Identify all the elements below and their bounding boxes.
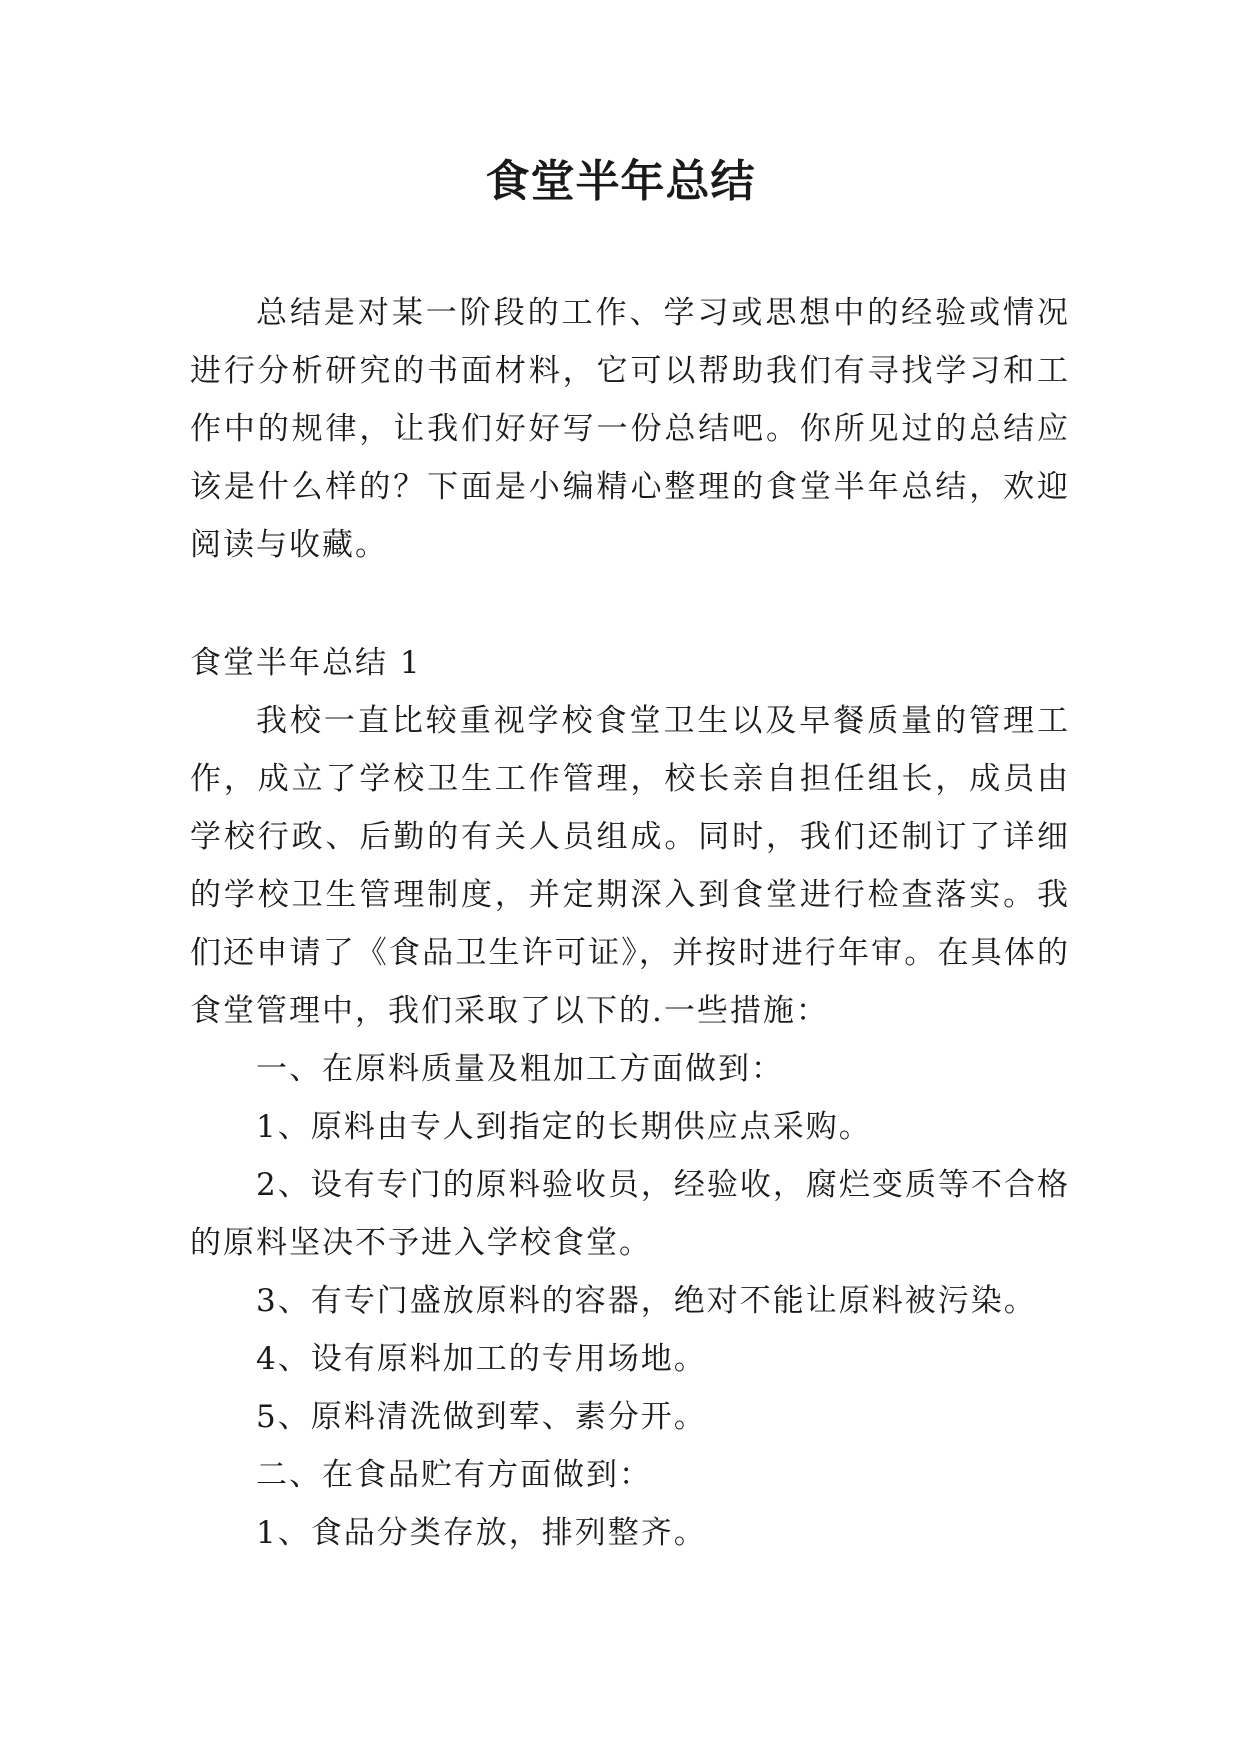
intro-paragraph: 总结是对某一阶段的工作、学习或思想中的经验或情况进行分析研究的书面材料，它可以帮助我们有寻找学习和工作中的规律，让我们好好写一份总结吧。你所见过的总结应该是什么样的？下面是小编精心整理的食堂半年总结，欢迎阅读与收藏。	[190, 295, 1070, 563]
list-item: 4、设有原料加工的专用场地。	[256, 1341, 707, 1377]
list-item: 3、有专门盛放原料的容器，绝对不能让原料被污染。	[256, 1283, 1037, 1319]
document-body	[190, 284, 1070, 1562]
subheading-food-storage: 二、在食品贮有方面做到：	[256, 1457, 652, 1493]
list-item: 1、原料由专人到指定的长期供应点采购。	[256, 1109, 872, 1145]
list-item: 2、设有专门的原料验收员，经验收，腐烂变质等不合格的原料坚决不予进入学校食堂。	[190, 1167, 1070, 1261]
list-item: 1、食品分类存放，排列整齐。	[256, 1515, 707, 1551]
body-paragraph: 我校一直比较重视学校食堂卫生以及早餐质量的管理工作，成立了学校卫生工作管理，校长亲自担任组长，成员由学校行政、后勤的有关人员组成。同时，我们还制订了详细的学校卫生管理制度，并定期深入到食堂进行检查落实。我们还申请了《食品卫生许可证》，并按时进行年审。在具体的食堂管理中，我们采取了以下的.一些措施：	[190, 703, 1070, 1029]
subheading-raw-materials: 一、在原料质量及粗加工方面做到：	[256, 1051, 784, 1087]
section-heading: 食堂半年总结 1	[190, 645, 422, 681]
list-item: 5、原料清洗做到荤、素分开。	[256, 1399, 707, 1435]
document-title: 食堂半年总结	[485, 156, 756, 207]
